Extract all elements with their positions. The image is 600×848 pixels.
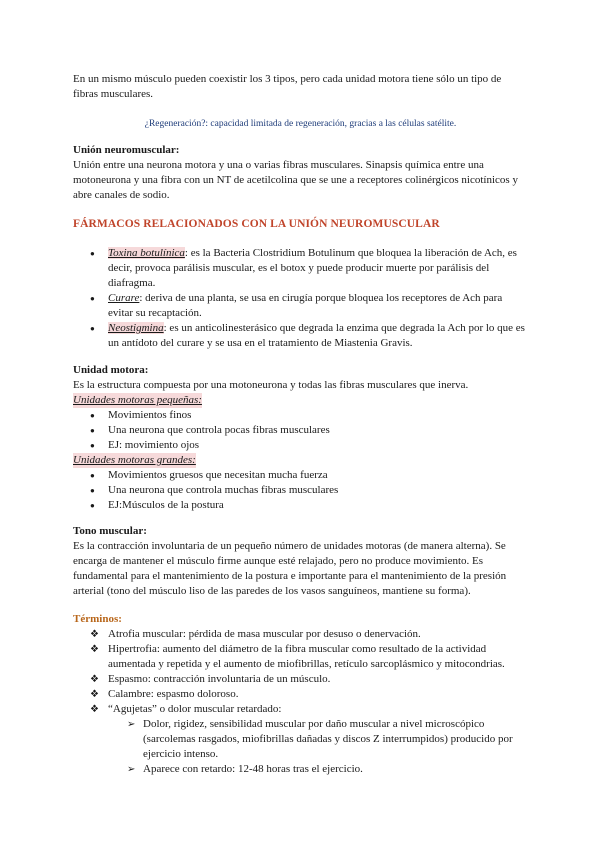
farmacos-list: [73, 246, 528, 351]
unidad-title: Unidad motora:: [73, 364, 149, 376]
list-item: ● Una neurona que controla pocas fibras musculares: [73, 423, 528, 438]
list-item: ● Movimientos gruesos que necesitan mucha fuerza: [73, 468, 528, 483]
term-agujetas: ❖ “Agujetas” o dolor muscular retardado:: [73, 702, 528, 717]
tono-title: Tono muscular:: [73, 525, 147, 537]
tono-text: Es la contracción involuntaria de un pequeño número de unidades motoras (de manera alterna). Se encarga de mantener el músculo firme aunque esté relajado, pero no produce movimiento. Es fundamental para el mantenimiento de la postura e importante para el mantenimiento de la presión arterial (tono del músculo liso de las paredes de los vasos sanguíneos, mantiene su forma).: [73, 540, 507, 597]
tono-section: [73, 524, 528, 599]
list-item-neostigmina: [73, 321, 528, 351]
list-item: ● EJ: movimiento ojos: [73, 438, 528, 453]
list-item-toxina: [73, 246, 528, 291]
list-item: ● EJ:Músculos de la postura: [73, 498, 528, 513]
large-units-list: [73, 468, 528, 513]
farmacos-title: FÁRMACOS RELACIONADOS CON LA UNIÓN NEUROMUSCULAR: [73, 218, 440, 230]
intro-paragraph: En un mismo músculo pueden coexistir los 3 tipos, pero cada unidad motora tiene sólo un tipo de fibras musculares.: [73, 73, 502, 100]
term-calambre: ❖ Calambre: espasmo doloroso.: [73, 687, 528, 702]
list-item: ● Una neurona que controla muchas fibras musculares: [73, 483, 528, 498]
regeneration-note: ¿Regeneración?: capacidad limitada de regeneración, gracias a las células satélite.: [144, 119, 457, 129]
large-units-title: Unidades motoras grandes:: [73, 454, 196, 466]
small-units-list: [73, 408, 528, 453]
curare-text: : deriva de una planta, se usa en cirugía porque bloquea los receptores de Ach para evitar su recaptación.: [108, 292, 503, 319]
term-toxina: Toxina botulínica: [108, 247, 185, 259]
term-neostigmina: Neostigmina: [108, 322, 164, 334]
union-title: Unión neuromuscular:: [73, 144, 180, 156]
term-hipertrofia: ❖ Hipertrofia: aumento del diámetro de la fibra muscular como resultado de la actividad aumentada y repetida y el aumento de miofibrillas, retículo sarcoplásmico y mitocondrias.: [73, 642, 528, 672]
union-section: [73, 143, 528, 203]
terminos-title: Términos:: [73, 613, 122, 625]
small-units-title: Unidades motoras pequeñas:: [73, 394, 202, 406]
list-item-curare: [73, 291, 528, 321]
list-item: ● Movimientos finos: [73, 408, 528, 423]
toxina-text: : es la Bacteria Clostridium Botulinum que bloquea la liberación de Ach, es decir, provoca parálisis muscular, es el botox y puede producir muerte por parálisis del diafragma.: [108, 247, 517, 289]
term-espasmo: ❖ Espasmo: contracción involuntaria de un músculo.: [73, 672, 528, 687]
term-atrofia: ❖ Atrofia muscular: pérdida de masa muscular por desuso o denervación.: [73, 627, 528, 642]
union-text: Unión entre una neurona motora y una o varias fibras musculares. Sinapsis química entre una motoneurona y una fibra con un NT de acetilcolina que se une a receptores colinérgicos nicotínicos y abre canales de sodio.: [73, 159, 518, 201]
terminos-list: [73, 627, 528, 777]
agujetas-retardo: ➢ Aparece con retardo: 12-48 horas tras el ejercicio.: [73, 762, 528, 777]
terminos-section: [73, 612, 528, 777]
term-curare: Curare: [108, 292, 140, 304]
agujetas-detail: ➢ Dolor, rigidez, sensibilidad muscular por daño muscular a nivel microscópico (sarcolemas rasgados, miofibrillas dañadas y discos Z interrumpidos) producido por ejercicio intenso.: [73, 717, 528, 762]
unidad-section: [73, 363, 528, 513]
neostigmina-text: : es un anticolinesterásico que degrada la enzima que degrada la Ach por lo que es un antídoto del curare y se usa en el tratamiento de Miastenia Gravis.: [108, 322, 525, 349]
unidad-text: Es la estructura compuesta por una motoneurona y todas las fibras musculares que inerva.: [73, 379, 469, 391]
